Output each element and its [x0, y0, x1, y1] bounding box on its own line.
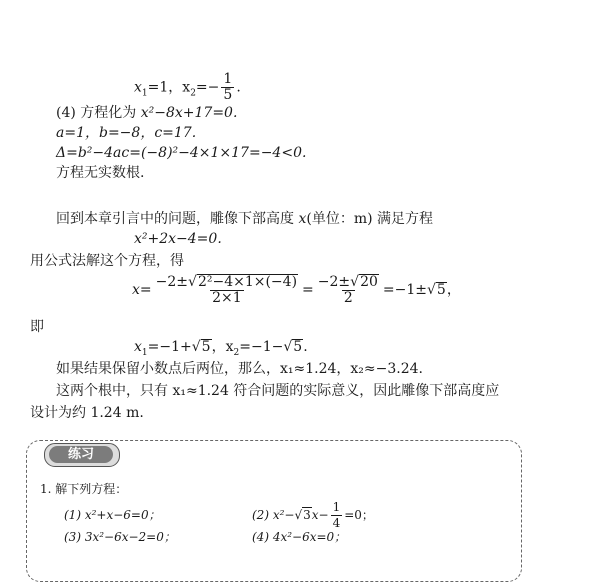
- roots-exact: $x_1=-1+√5$，$x_2=-1-√5$.: [134, 339, 308, 358]
- formula-end: ，: [446, 282, 461, 298]
- formula-tail: =−1±: [382, 282, 427, 298]
- formula-den-2: 2: [343, 290, 353, 306]
- formula-num1-prefix: −2±: [155, 274, 189, 290]
- practice-badge-label: 练习: [49, 446, 113, 463]
- case4-line: [56, 104, 237, 122]
- practice-p2: (2) x²−√3x− $\frac{1}{4}$ =0；: [252, 500, 374, 530]
- formula-num2-prefix: −2±: [317, 274, 351, 290]
- practice-p3: (3) 3x²−6x−2=0；: [64, 530, 176, 544]
- practice-p1: (1) x²+x−6=0；: [64, 508, 161, 522]
- case4-coeffs: a=1，b=−8，c=17.: [56, 125, 197, 141]
- roots-x1-x2-line: $x_1=1$，$x_2=-$ $\frac{1}{5}$ .: [134, 71, 241, 103]
- p2-end: =0；: [344, 508, 374, 522]
- meaning-line-1: 这两个根中，只有 x₁≈1.24 符合问题的实际意义，因此雕像下部高度应: [56, 383, 500, 399]
- root2-rad: 5: [293, 339, 303, 355]
- root-var1: x: [134, 339, 142, 355]
- practice-badge: [44, 443, 120, 467]
- formula-num-1: −2±√2²−4×1×(−4): [155, 274, 298, 290]
- root-var2: ，x: [211, 339, 234, 355]
- ji-label: 即: [30, 319, 44, 335]
- roots-eq: =−: [195, 79, 220, 96]
- intro-method: 用公式法解这个方程，得: [30, 253, 184, 269]
- formula-fraction-1: [154, 274, 300, 306]
- case4-label: (4) 方程化为: [56, 105, 141, 121]
- formula-tail-radicand: 5: [436, 282, 446, 298]
- formula-lhs: x=: [132, 282, 152, 298]
- formula-num-2: −2±√20: [317, 274, 378, 290]
- formula-num2-radicand: 20: [360, 274, 378, 290]
- p2-mid: x−: [311, 508, 329, 522]
- roots-end-dot: .: [303, 339, 308, 355]
- root2-val: =−1−: [239, 339, 284, 355]
- fraction-one-fifth: [221, 72, 234, 103]
- intro-equation: x²+2x−4=0.: [134, 231, 222, 247]
- frac-denominator: 5: [223, 87, 233, 103]
- intro-text1: 回到本章引言中的问题，雕像下部高度: [56, 211, 294, 227]
- p2-den: 4: [332, 516, 341, 530]
- formula-num1-radicand: 2²−4×1×(−4): [197, 274, 298, 290]
- practice-q1: 1. 解下列方程：: [40, 482, 128, 496]
- formula-eq: =: [302, 282, 314, 298]
- p2-prefix: (2) x²−: [252, 508, 295, 522]
- intro-text2: (单位：m) 满足方程: [306, 211, 434, 227]
- roots-end: .: [236, 79, 241, 96]
- case4-delta: Δ=b²−4ac=(−8)²−4×1×17=−4<0.: [56, 145, 307, 161]
- var-x1: x: [134, 79, 142, 96]
- case4-conclusion: 方程无实数根.: [56, 165, 145, 181]
- roots-mid: =1，x: [147, 79, 191, 96]
- quadratic-formula: x= $\frac{\text{−2±√2²−4×1×(−4)}}{2\times 1}$ = $\frac{-2\pm√20}{2}$ =−1±√5，: [132, 274, 461, 306]
- p2-fraction: [331, 500, 343, 531]
- intro-var: x: [298, 211, 307, 227]
- approx-line: 如果结果保留小数点后两位，那么，x₁≈1.24，x₂≈−3.24.: [56, 361, 423, 377]
- frac-numerator: 1: [223, 71, 233, 87]
- intro-line: [56, 210, 433, 228]
- p2-num: 1: [332, 500, 341, 514]
- root1-val: =−1+: [147, 339, 192, 355]
- meaning-line-2: 设计为约 1.24 m.: [30, 405, 144, 421]
- formula-den-1: 2×1: [212, 290, 242, 306]
- formula-fraction-2: [316, 274, 381, 306]
- p2-rad: 3: [303, 508, 311, 522]
- practice-p4: (4) 4x²−6x=0；: [252, 530, 347, 544]
- root1-rad: 5: [201, 339, 211, 355]
- case4-equation: x²−8x+17=0.: [140, 105, 238, 121]
